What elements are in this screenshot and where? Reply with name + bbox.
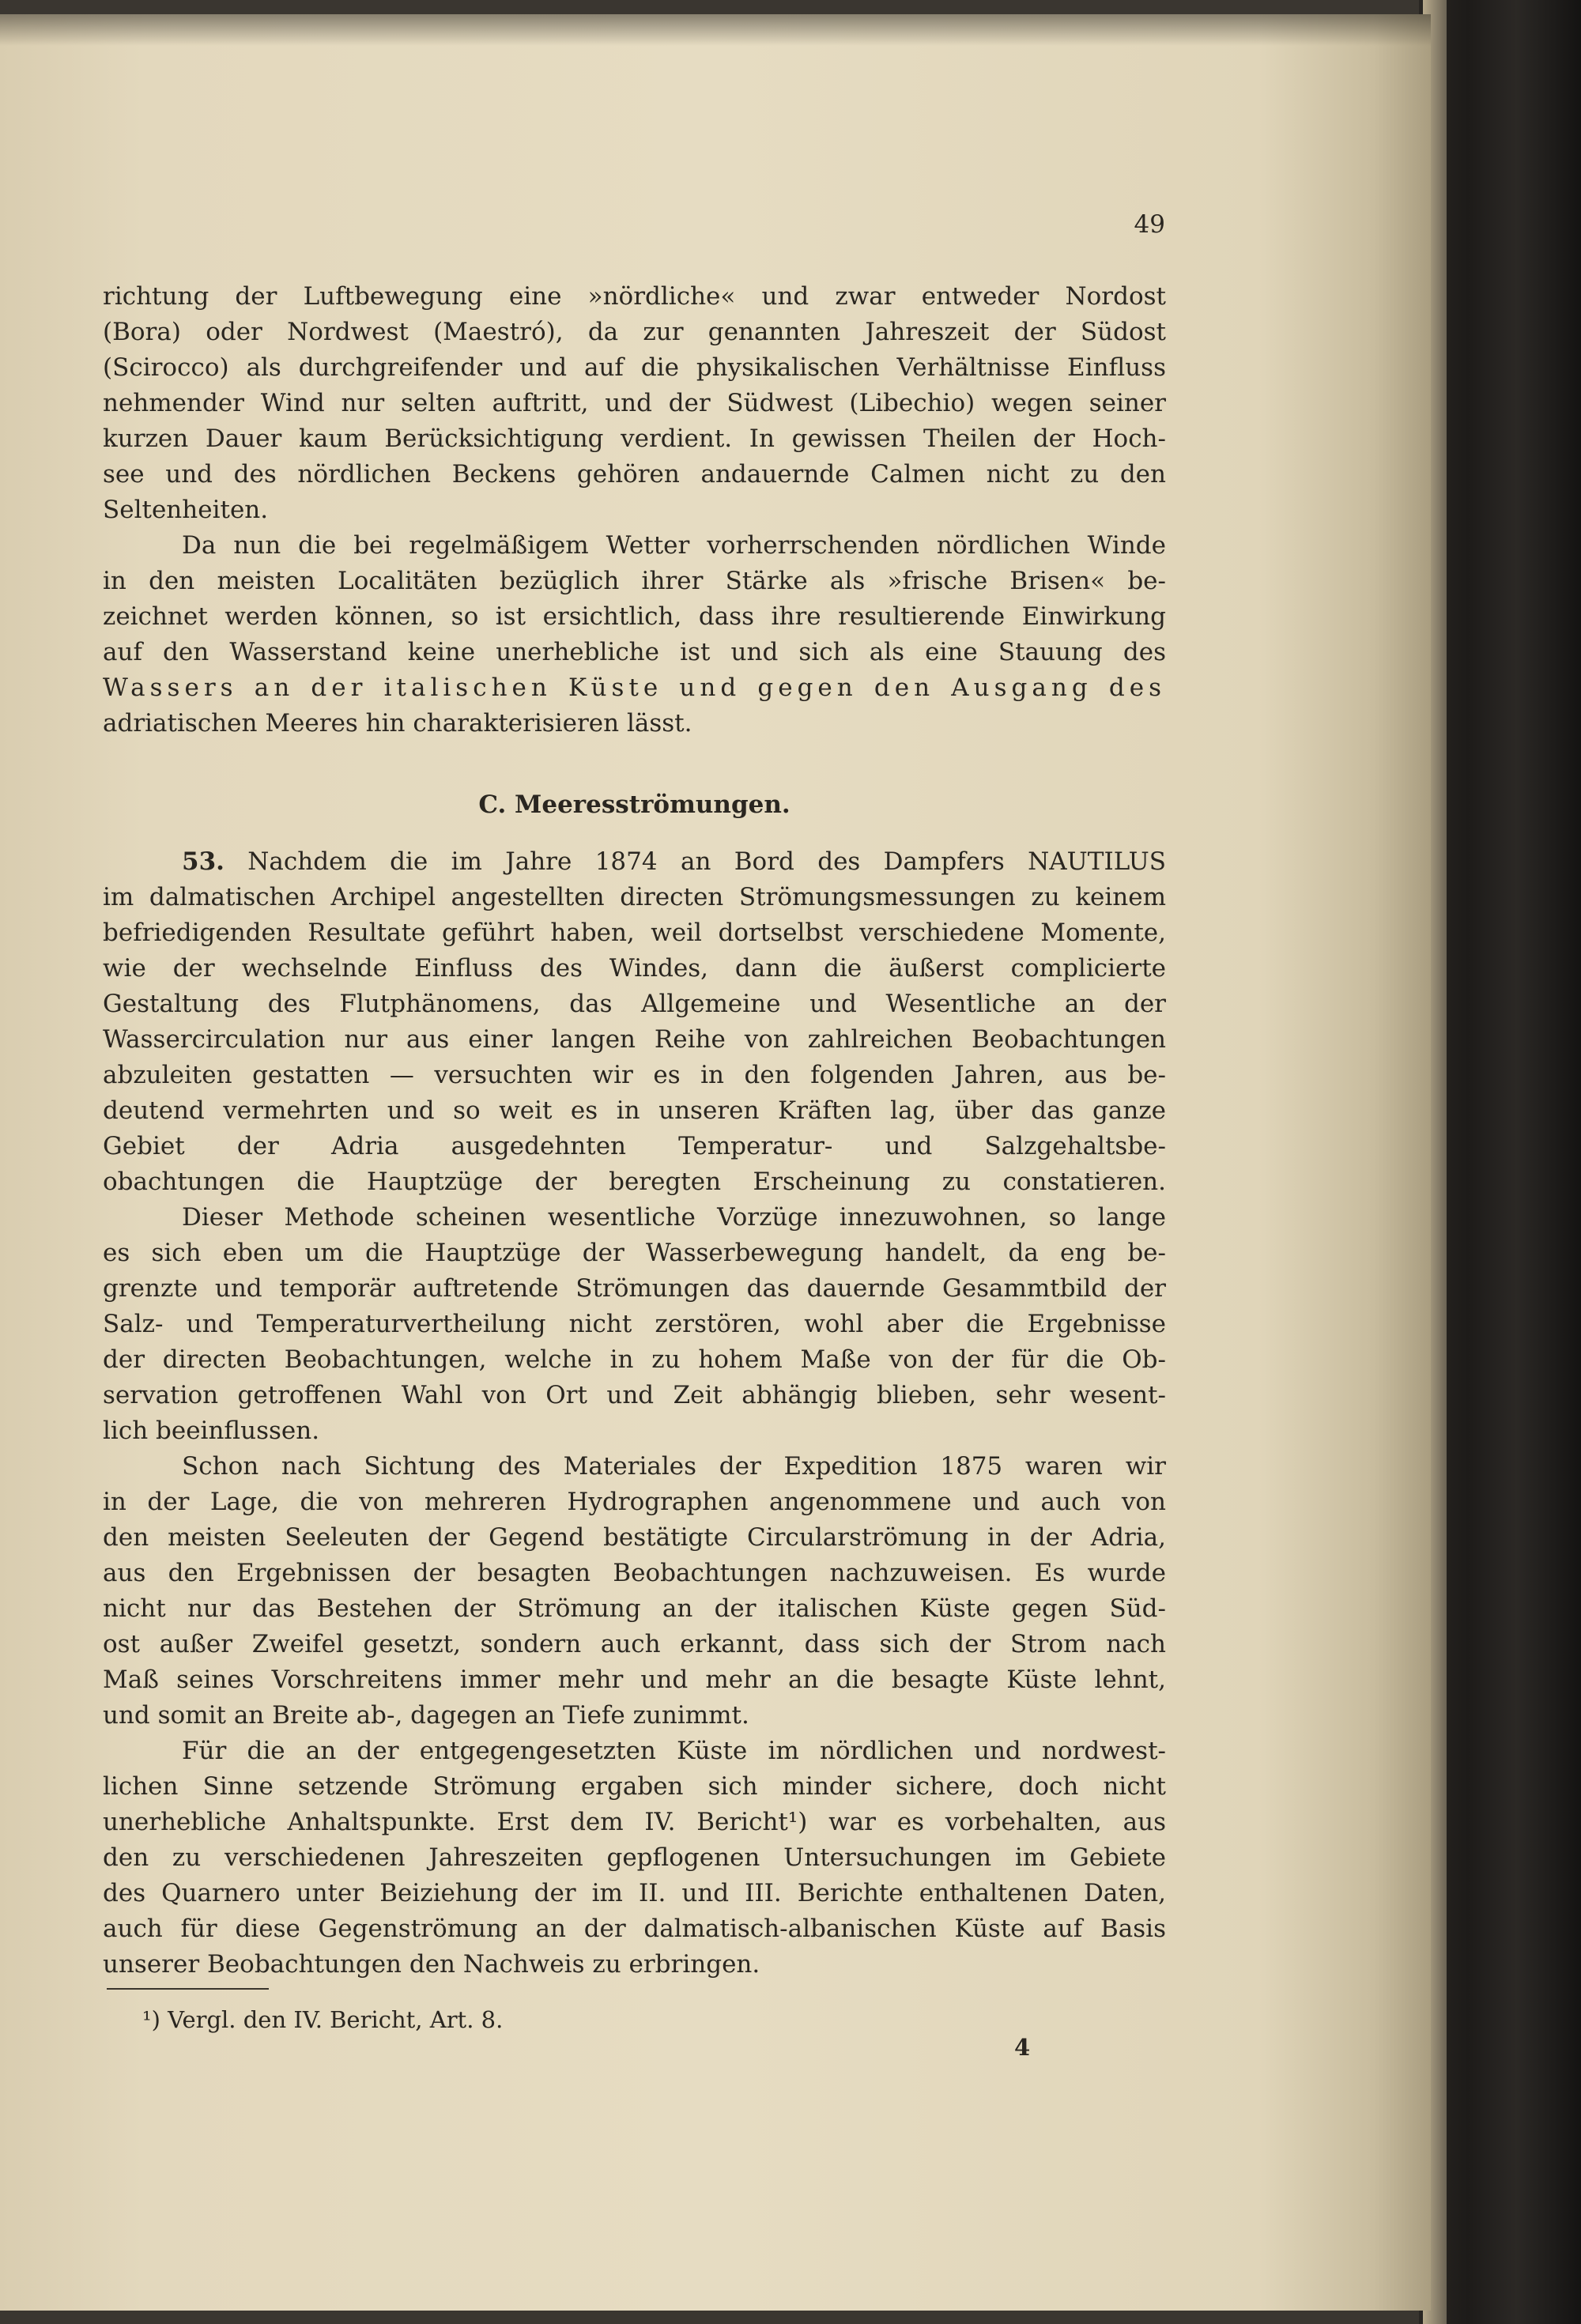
text-line: Dieser Methode scheinen wesentliche Vorzüge innezuwohnen, so lange	[182, 1203, 1166, 1232]
text-line: wie der wechselnde Einfluss des Windes, dann die äußerst complicierte	[103, 954, 1166, 983]
text-line: der directen Beobachtungen, welche in zu hohem Maße von der für die Ob-	[103, 1345, 1166, 1374]
footnote: ¹) Vergl. den IV. Bericht, Art. 8.	[142, 2006, 504, 2033]
text-line: zeichnet werden können, so ist ersichtlich, dass ihre resultierende Einwirkung	[103, 602, 1166, 631]
text-line: ost außer Zweifel gesetzt, sondern auch erkannt, dass sich der Strom nach	[103, 1630, 1166, 1658]
text-line: den meisten Seeleuten der Gegend bestätigte Circularströmung in der Adria,	[103, 1523, 1166, 1552]
section-heading: C. Meeresströmungen.	[478, 790, 790, 819]
paragraph-1	[103, 279, 1166, 528]
text-line: Gebiet der Adria ausgedehnten Temperatur- und Salzgehaltsbe-	[103, 1132, 1166, 1160]
text-line: (Scirocco) als durchgreifender und auf die physikalischen Verhältnisse Einfluss	[103, 353, 1166, 382]
text-line: in der Lage, die von mehreren Hydrographen angenommene und auch von	[103, 1488, 1166, 1516]
text-line: Wassercirculation nur aus einer langen Reihe von zahlreichen Beobachtungen	[103, 1025, 1166, 1054]
text-line: Schon nach Sichtung des Materiales der Expedition 1875 waren wir	[182, 1452, 1166, 1481]
text-line: Seltenheiten.	[103, 496, 269, 524]
text-line: adriatischen Meeres hin charakterisieren lässt.	[103, 709, 692, 738]
text-line: kurzen Dauer kaum Berücksichtigung verdient. In gewissen Theilen der Hoch-	[103, 424, 1166, 453]
text-line: im dalmatischen Archipel angestellten directen Strömungsmessungen zu keinem	[103, 883, 1166, 911]
signature-mark: 4	[1014, 2034, 1031, 2061]
text-line: Salz- und Temperaturvertheilung nicht zerstören, wohl aber die Ergebnisse	[103, 1310, 1166, 1338]
text-line: Da nun die bei regelmäßigem Wetter vorherrschenden nördlichen Winde	[182, 531, 1166, 560]
text-line: obachtungen die Hauptzüge der beregten Erscheinung zu constatieren.	[103, 1168, 1166, 1196]
text-line: befriedigenden Resultate geführt haben, weil dortselbst verschiedene Momente,	[103, 919, 1166, 947]
text-line: Wassers an der italischen Küste und gegen den Ausgang des	[103, 673, 1166, 702]
text-line: und somit an Breite ab-, dagegen an Tiefe zunimmt.	[103, 1701, 749, 1730]
paragraph-6	[103, 1734, 1166, 1983]
text-line: es sich eben um die Hauptzüge der Wasserbewegung handelt, da eng be-	[103, 1239, 1166, 1267]
paragraph-4	[103, 1200, 1166, 1449]
text-line: Für die an der entgegengesetzten Küste im nördlichen und nordwest-	[182, 1737, 1166, 1765]
page-number: 49	[1134, 210, 1165, 239]
text-line: servation getroffenen Wahl von Ort und Zeit abhängig blieben, sehr wesent-	[103, 1381, 1166, 1409]
text-line: des Quarnero unter Beiziehung der im II. und III. Berichte enthaltenen Daten,	[103, 1879, 1166, 1907]
text-line: lich beeinflussen.	[103, 1417, 320, 1445]
text-line: unerhebliche Anhaltspunkte. Erst dem IV. Bericht¹) war es vorbehalten, aus	[103, 1808, 1166, 1836]
text-line: auch für diese Gegenströmung an der dalmatisch-albanischen Küste auf Basis	[103, 1915, 1166, 1943]
text-line: nicht nur das Bestehen der Strömung an der italischen Küste gegen Süd-	[103, 1594, 1166, 1623]
text-line: see und des nördlichen Beckens gehören andauernde Calmen nicht zu den	[103, 460, 1166, 489]
text-line: lichen Sinne setzende Strömung ergaben sich minder sichere, doch nicht	[103, 1772, 1166, 1801]
text-line: Gestaltung des Flutphänomens, das Allgemeine und Wesentliche an der	[103, 990, 1166, 1018]
text-line: grenzte und temporär auftretende Strömungen das dauernde Gesammtbild der	[103, 1274, 1166, 1303]
paragraph-3	[103, 844, 1166, 1200]
text-line: unserer Beobachtungen den Nachweis zu erbringen.	[103, 1950, 760, 1979]
page-shadow	[0, 14, 1431, 46]
text-line: Maß seines Vorschreitens immer mehr und mehr an die besagte Küste lehnt,	[103, 1666, 1166, 1694]
text-line	[103, 844, 1166, 880]
text-line: nehmender Wind nur selten auftritt, und der Südwest (Libechio) wegen seiner	[103, 389, 1166, 417]
text-line-content: Nachdem die im Jahre 1874 an Bord des Dampfers NAUTILUS	[247, 847, 1166, 876]
paragraph-2	[103, 528, 1166, 741]
section-number: 53.	[182, 847, 225, 876]
text-line: richtung der Luftbewegung eine »nördliche« und zwar entweder Nordost	[103, 282, 1166, 311]
footnote-rule	[107, 1988, 269, 1990]
paragraph-5	[103, 1449, 1166, 1734]
text-line: auf den Wasserstand keine unerhebliche ist und sich als eine Stauung des	[103, 638, 1166, 666]
text-line: abzuleiten gestatten — versuchten wir es in den folgenden Jahren, aus be-	[103, 1061, 1166, 1089]
text-line: in den meisten Localitäten bezüglich ihrer Stärke als »frische Brisen« be-	[103, 567, 1166, 595]
text-line: (Bora) oder Nordwest (Maestró), da zur genannten Jahreszeit der Südost	[103, 318, 1166, 346]
book-page	[0, 14, 1431, 2311]
text-line: aus den Ergebnissen der besagten Beobachtungen nachzuweisen. Es wurde	[103, 1559, 1166, 1587]
text-line: deutend vermehrten und so weit es in unseren Kräften lag, über das ganze	[103, 1096, 1166, 1125]
text-line: den zu verschiedenen Jahreszeiten gepflogenen Untersuchungen im Gebiete	[103, 1843, 1166, 1872]
